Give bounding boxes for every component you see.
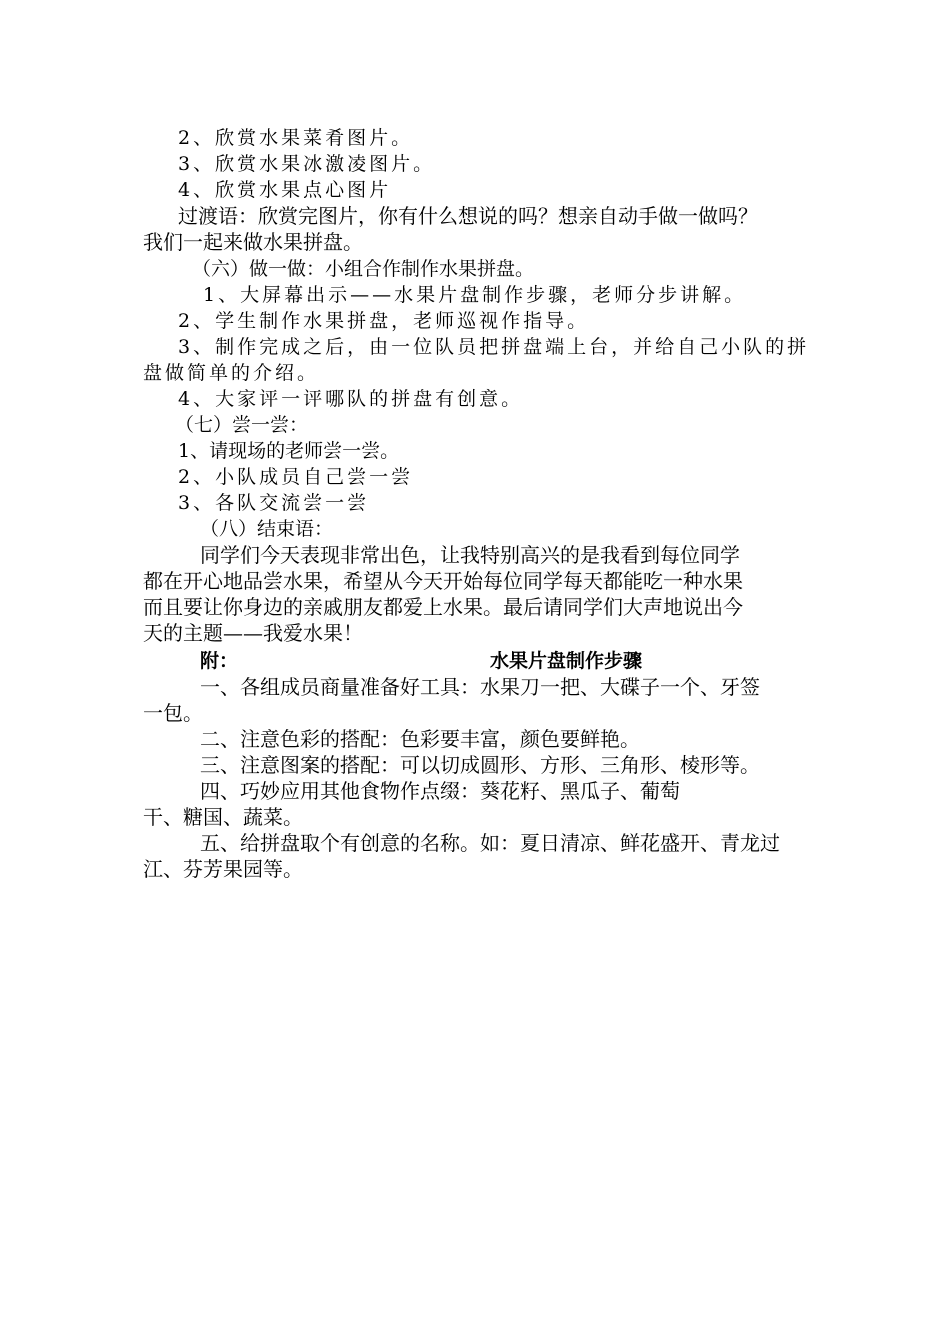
text-line: 4、大家评一评哪队的拼盘有创意。 (178, 388, 524, 410)
step-line: 三、注意图案的搭配：可以切成圆形、方形、三角形、棱形等。 (200, 753, 760, 777)
text-line: 同学们今天表现非常出色，让我特别高兴的是我看到每位同学 (200, 543, 740, 567)
step-line: 一、各组成员商量准备好工具：水果刀一把、大碟子一个、牙签 (200, 675, 760, 699)
step-line: 五、给拼盘取个有创意的名称。如：夏日清凉、鲜花盛开、青龙过 (200, 831, 780, 855)
appendix-title: 水果片盘制作步骤 (490, 650, 643, 672)
text-line: 3、各队交流尝一尝 (178, 492, 370, 514)
section-heading: （七）尝一尝： (175, 414, 309, 436)
text-line: 1、请现场的老师尝一尝。 (178, 440, 400, 462)
text-line: 3、欣赏水果冰激凌图片。 (178, 153, 436, 175)
text-line: 我们一起来做水果拼盘。 (143, 230, 363, 254)
step-line: 四、巧妙应用其他食物作点缀：葵花籽、黑瓜子、葡萄 (200, 779, 680, 803)
section-heading: （六）做一做：小组合作制作水果拼盘。 (192, 258, 535, 280)
appendix-label: 附： (200, 650, 239, 672)
step-line: 二、注意色彩的搭配：色彩要丰富，颜色要鲜艳。 (200, 727, 640, 751)
step-line: 一包。 (143, 701, 203, 725)
text-line: 盘做简单的介绍。 (143, 362, 320, 384)
text-line: 而且要让你身边的亲戚朋友都爱上水果。最后请同学们大声地说出今 (143, 595, 743, 619)
text-line: 2、欣赏水果菜肴图片。 (178, 127, 414, 149)
text-line: 天的主题——我爱水果！ (143, 621, 363, 645)
text-line: 1、大屏幕出示——水果片盘制作步骤，老师分步讲解。 (203, 284, 747, 306)
text-line: 2、小队成员自己尝一尝 (178, 466, 414, 488)
text-line: 都在开心地品尝水果，希望从今天开始每位同学每天都能吃一种水果 (143, 569, 743, 593)
text-line: 4、欣赏水果点心图片 (178, 179, 392, 201)
step-line: 江、芬芳果园等。 (143, 857, 303, 881)
step-line: 干、糖国、蔬菜。 (143, 805, 303, 829)
section-heading: （八）结束语： (200, 518, 334, 540)
text-line: 过渡语：欣赏完图片，你有什么想说的吗？想亲自动手做一做吗？ (178, 204, 758, 228)
text-line: 2、学生制作水果拼盘，老师巡视作指导。 (178, 310, 590, 332)
text-line: 3、制作完成之后，由一位队员把拼盘端上台，并给自己小队的拼 (178, 336, 810, 358)
